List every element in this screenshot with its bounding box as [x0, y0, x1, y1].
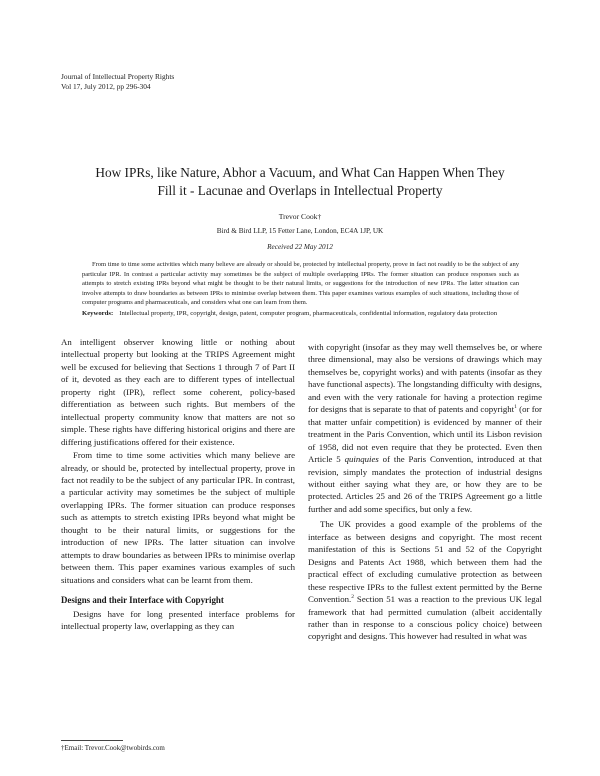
author: Trevor Cook†	[278, 212, 322, 221]
text-run-italic: quinquies	[344, 454, 379, 465]
received-date: Received 22 May 2012	[267, 243, 333, 251]
footnote-divider	[61, 740, 123, 741]
paragraph	[308, 341, 542, 515]
right-column	[308, 341, 542, 646]
keywords-text: Intellectual property, IPR, copyright, design, patent, computer program, pharmaceuticals, confidential information, regulatory data protection	[119, 310, 498, 317]
abstract: From time to time some activities which many believe are already or should be, protected by intellectual property, prove in fact not readily to be the subject of any particular IPR. In contrast a particular activity may sometimes be the subject of multiple overlapping IPRs. The former situation can produce responses such as attempts to stretch existing IPRs beyond what might be thought to be their natural limits, or suggestions for the introduction of new IPRs. The latter situation can involve attempts to draw boundaries as between IPRs to minimise overlap between them. This paper examines various examples of such situations, including those of computer programs and pharmaceuticals, and considers what one can learn from them.	[82, 261, 519, 306]
title-line-2: Fill it - Lacunae and Overlaps in Intellectual Property	[157, 183, 443, 198]
keywords	[82, 309, 519, 318]
footnote-ref: 1	[514, 404, 517, 411]
paragraph: An intelligent observer knowing little or nothing about intellectual property but looking at the TRIPS Agreement might well be excused for believing that Sections 1 through 7 of Part II of it, devoted as they each are to different types of intellectual property right (IPR), reflect some coherent, policy-based differentiation as between such rights. But members of the intellectual property community know that matters are not so simple. These rights have differing historical origins and there are differing justifications offered for their existence.	[61, 337, 295, 447]
affiliation: Bird & Bird LLP, 15 Fetter Lane, London, EC4A 1JP, UK	[216, 227, 384, 235]
text-run: (or for that matter unfair competition) is evidenced by manner of their treatment in the Paris Convention, which until its Lisbon revision of 1958, did not even require that they be protected. Even then Article 5	[308, 404, 542, 465]
paragraph: Designs have for long presented interface problems for intellectual property law, overlapping as they can	[61, 608, 295, 631]
text-run: with copyright (insofar as they may well themselves be, or where three dimensional, may also be versions of drawings which may themselves be, copyright works) and with patents (insofar as they have functional aspects). The longstanding difficulty with designs, and even with the very rationale for having a protection regime for designs that is separate to that of patents and copyright	[308, 342, 542, 415]
paragraph	[308, 518, 542, 643]
footnote: †Email: Trevor.Cook@twobirds.com	[61, 744, 165, 752]
left-column	[61, 336, 295, 633]
keywords-label: Keywords:	[82, 310, 114, 317]
paper-title	[60, 164, 540, 200]
journal-header	[61, 72, 174, 91]
footnote-ref: 2	[351, 594, 354, 601]
text-run: The UK provides a good example of the problems of the interface as between designs and copyright. The most recent manifestation of this is Sections 51 and 52 of the Copyright Designs and Patents Act 1988, which between them had the practical effect of excluding cumulative protection as between these respective IPRs to the fullest extent permitted by the Berne Convention.	[308, 519, 542, 605]
section-heading: Designs and their Interface with Copyright	[61, 595, 224, 606]
title-line-1: How IPRs, like Nature, Abhor a Vacuum, and What Can Happen When They	[95, 165, 505, 180]
paragraph: From time to time some activities which many believe are already, or should be, protected by intellectual property, prove in fact not readily to be the subject of any particular IPR. In contrast, a particular activity may sometimes be the subject of multiple overlapping IPRs. The former situation can produce responses such as attempts to stretch existing IPRs beyond what might be thought to be their natural limits, or suggestions for the introduction of new IPRs. The latter situation can involve attempts to draw boundaries as between IPRs to minimise overlap between them. This paper examines various examples of such situations and considers what can be learnt from them.	[61, 450, 295, 585]
text-run: of the Paris Convention, introduced at that revision, simply mandates the protection of industrial designs without either saying what they are, or how they are to be protected. Articles 25 and 26 of the TRIPS Agreement go a little further and add some specifics, but only a few.	[308, 454, 542, 514]
journal-issue: Vol 17, July 2012, pp 296-304	[61, 81, 151, 91]
text-run: Section 51 was a reaction to the previous UK legal framework that had permitted cumulation (albeit accidentally rather than in response to a conscious policy choice) between copyright and designs. This however had resulted in what was	[308, 594, 542, 642]
journal-name: Journal of Intellectual Property Rights	[61, 72, 175, 81]
